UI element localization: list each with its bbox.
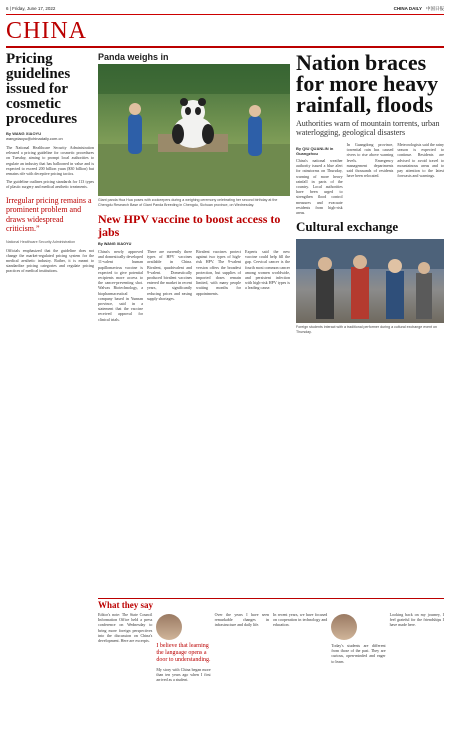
right-subhead: Authorities warn of mountain torrents, urban waterlogging, geological disasters (296, 119, 440, 137)
hpv-body (98, 249, 290, 322)
left-email: wangxiaoyu@chinadaily.com.cn (6, 136, 63, 141)
left-story (6, 52, 94, 274)
left-quote-source: National Healthcare Security Administration (6, 239, 76, 244)
bottom-col-5: Today's students are different from those of the past. They are curious, open-minded and eager to learn. (331, 643, 386, 664)
avatar (156, 614, 182, 640)
hpv-col-2: There are currently three types of HPV vaccines available in China. Bivalent, quadrivalent and 9-valent. Domestically produced bivalent vaccines entered the market in recent years, significantly reducing prices and easing supply shortages. (147, 249, 192, 301)
right-body (296, 142, 444, 215)
right-col-2: In Guangdong province, torrential rain has caused rivers to rise above warning levels. Emergency management departments said thousands of residents have been relocated. (346, 142, 394, 179)
what-they-say-body (98, 612, 444, 683)
right-byline: By QIU QUANLIN in Guangzhou (296, 146, 334, 156)
bottom-col-2: My story with China began more than ten years ago when I first arrived as a student. (156, 667, 211, 683)
bottom-rule (98, 598, 444, 599)
hpv-col-1: China's newly approved and domestically developed 11-valent human papillomavirus vaccine is expected to give potential recipients more access to the cancer-preventing shot. Walvax Biotechnology, a biopharmaceutical company based in Yunnan province, said in a statement that the vaccine received approval for clinical trials. (98, 249, 143, 322)
hpv-byline: By WANG XIAOYU (98, 242, 132, 246)
bottom-col-1: Editor's note: The State Council Information Office held a press conference on Wednesday to bring more foreign perspectives into the discussion on China's development. Here are excerpts. (98, 612, 153, 644)
panda-photo-illustration (98, 64, 290, 196)
section-title: CHINA (6, 18, 87, 44)
avatar (331, 614, 357, 640)
panda-caption: Giant panda Hua Hua poses with zookeepers during a weighing ceremony celebrating her second birthday at the Chengdu Research Base of Giant Panda Breeding in Chengdu, Sichuan province, on Wednesday. (98, 198, 278, 207)
what-they-say-heading: What they say (98, 600, 154, 610)
right-col-1: China's national weather authority issued a blue alert for rainstorms on Thursday, warning of more heavy rainfall in parts of the country. Local authorities have been urged to strengthen flood control measures and evacuate residents from high-risk areas. (296, 158, 343, 216)
left-para1: The National Healthcare Security Administration released a pricing guideline for cosmetic procedures on Tuesday, aiming to prompt local authorities to regulate an industry that has ballooned in value and is expected to exceed 200 billion yuan ($30 billion) but remains rife with deceptive pricing tactics. (6, 145, 94, 177)
left-headline: Pricing guidelines issued for cosmetic procedures (6, 51, 78, 127)
right-story (296, 52, 444, 334)
left-quote: Irregular pricing remains a prominent problem and draws widespread criticism.” (6, 195, 92, 234)
panda-photo (98, 64, 290, 196)
culture-heading: Cultural exchange (296, 219, 399, 235)
bottom-col-4: In recent years, we have focused on cooperation in technology and education. (272, 612, 328, 628)
header-rule (6, 14, 444, 15)
culture-caption: Foreign students interact with a traditional performer during a cultural exchange event on Thursday. (296, 325, 438, 334)
panda-heading: Panda weighs in (98, 52, 169, 62)
page-header (6, 4, 444, 14)
culture-photo-illustration (296, 239, 444, 323)
bottom-col-3: Over the years I have seen remarkable changes in infrastructure and daily life. (214, 612, 269, 628)
right-col-3: Meteorologists said the rainy season is expected to continue. Residents are advised to avoid travel to mountainous areas and to pay attention to the latest forecasts and warnings. (397, 142, 445, 179)
left-para3: Officials emphasized that the guideline does not change the market-regulated pricing system for the medical aesthetic industry. Rather, it is meant to standardize pricing categories and regulate pricing practices of medical institutions. (6, 247, 94, 274)
culture-photo (296, 239, 444, 323)
left-para2: The guideline outlines pricing standards for 113 types of plastic surgery and medical aesthetic treatments. (6, 179, 94, 190)
bottom-col-6: Looking back on my journey, I feel grateful for the friendships I have made here. (389, 612, 444, 628)
brand: CHINA DAILY 中国日报 (393, 6, 444, 11)
hpv-headline: New HPV vaccine to boost access to jabs (98, 212, 281, 239)
left-byline: By WANG XIAOYU (6, 131, 42, 136)
hpv-col-4: Experts said the new vaccine could help fill the gap. Cervical cancer is the fourth most common cancer among women worldwide, and persistent infection with high-risk HPV types is a leading cause. (245, 249, 290, 291)
right-headline: Nation braces for more heavy rainfall, floods (296, 50, 439, 117)
bottom-quote: I believe that learning the language opens a door to understanding. (156, 643, 211, 663)
middle-column (98, 52, 290, 322)
page-info: 6 | Friday, June 17, 2022 (6, 6, 56, 11)
section-rule (6, 46, 444, 48)
hpv-col-3: Bivalent vaccines protect against two types of high-risk HPV. The 9-valent version offers the broadest protection, but supplies of imported doses remain limited, with many people waiting months for appointments. (196, 249, 241, 296)
